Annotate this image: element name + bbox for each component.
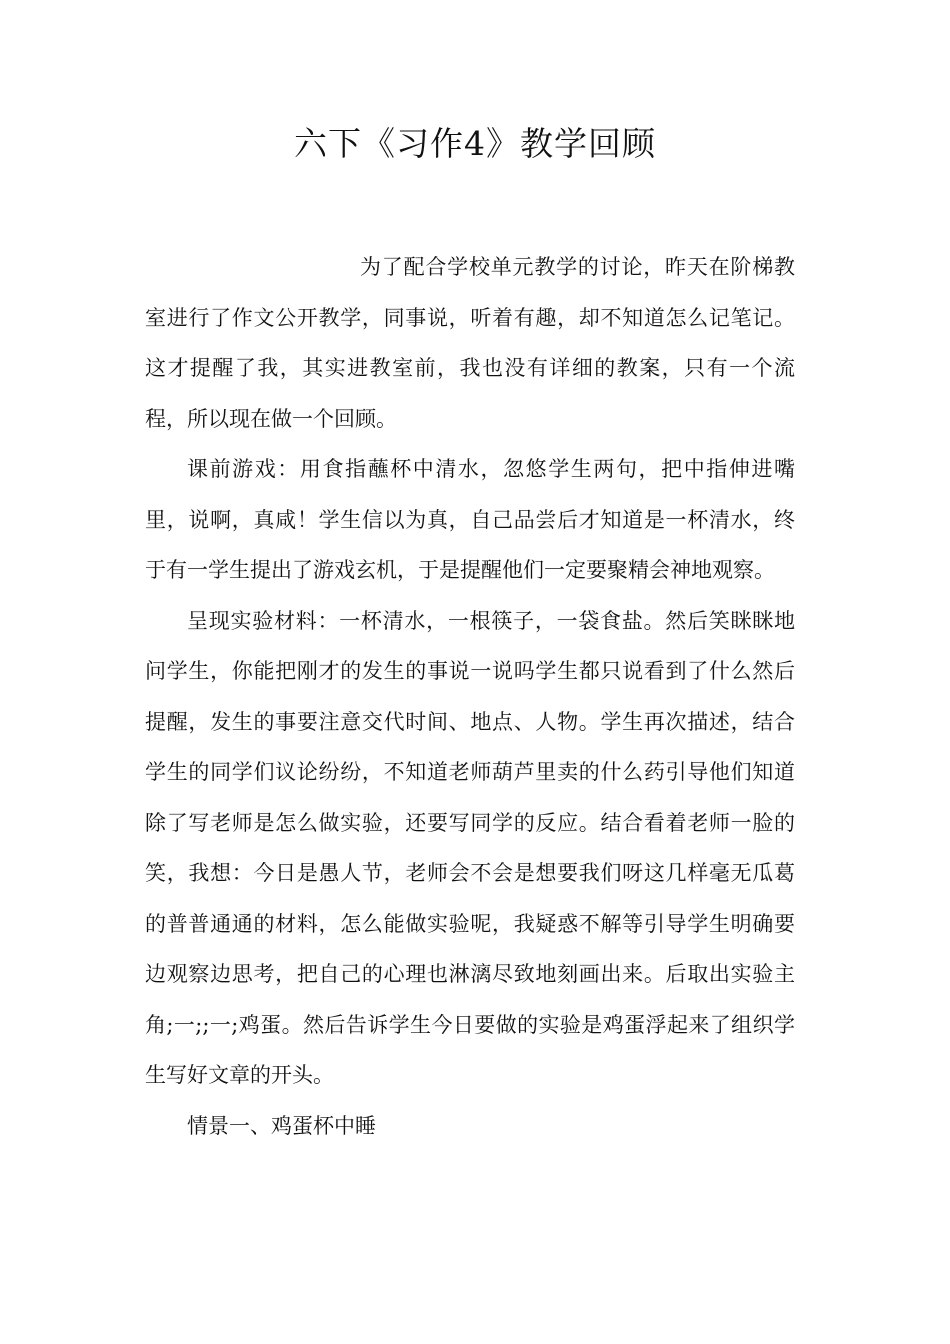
paragraph-warmup-game: 课前游戏：用食指蘸杯中清水，忽悠学生两句，把中指伸进嘴里，说啊，真咸！学生信以为真，自己品尝后才知道是一杯清水，终于有一学生提出了游戏玄机，于是提醒他们一定要聚精会神地观察。 [145, 457, 795, 582]
document-title: 六下《习作4》教学回顾 [294, 124, 656, 163]
paragraph-experiment-materials: 呈现实验材料：一杯清水，一根筷子，一袋食盐。然后笑眯眯地问学生，你能把刚才的发生的事说一说吗学生都只说看到了什么然后提醒，发生的事要注意交代时间、地点、人物。学生再次描述，结合学生的同学们议论纷纷，不知道老师葫芦里卖的什么药引导他们知道除了写老师是怎么做实验，还要写同学的反应。结合看着老师一脸的笑，我想：今日是愚人节，老师会不会是想要我们呀这几样毫无瓜葛的普普通通的材料，怎么能做实验呢，我疑惑不解等引导学生明确要边观察边思考，把自己的心理也淋漓尽致地刻画出来。后取出实验主角;一;;一;鸡蛋。然后告诉学生今日要做的实验是鸡蛋浮起来了组织学生写好文章的开头。 [145, 608, 795, 1087]
paragraph-intro: 为了配合学校单元教学的讨论，昨天在阶梯教室进行了作文公开教学，同事说，听着有趣，却不知道怎么记笔记。这才提醒了我，其实进教室前，我也没有详细的教案，只有一个流程，所以现在做一个回顾。 [145, 255, 795, 431]
paragraph-scene-one: 情景一、鸡蛋杯中睡 [187, 1113, 376, 1138]
document-body [145, 242, 795, 1151]
